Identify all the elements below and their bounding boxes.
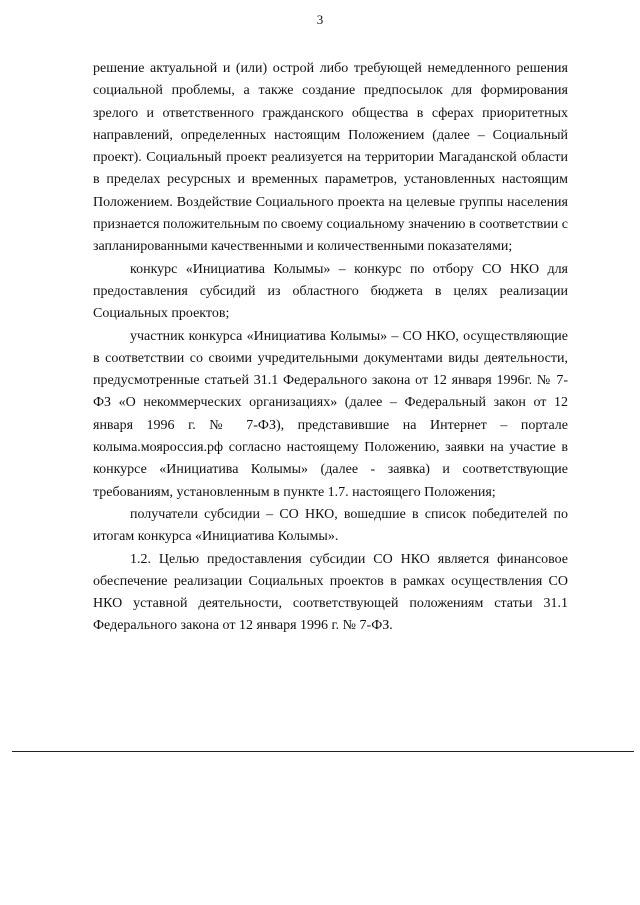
- paragraph-participant-definition: участник конкурса «Инициатива Колымы» – СО НКО, осуществляющие в соответствии со своими учредительными документами виды деятельности, предусмотренные статьей 31.1 Федерального закона от 12 января 1996г. № 7-ФЗ «О некоммерческих организациях» (далее – Федеральный закон от 12 января 1996 г. № 7-ФЗ), представившие на Интернет – портале колыма.мояроссия.рф согласно настоящему Положению, заявки на участие в конкурсе «Инициатива Колымы» (далее - заявка) и соответствующие требованиям, установленным в пункте 1.7. настоящего Положения;: [93, 328, 568, 500]
- paragraph-subsidy-purpose: 1.2. Целью предоставления субсидии СО НКО является финансовое обеспечение реализации Социальных проектов в рамках осуществления СО НКО уставной деятельности, соответствующей положениям статьи 31.1 Федерального закона от 12 января 1996 г. № 7-ФЗ.: [93, 551, 568, 634]
- paragraph-social-project-definition: решение актуальной и (или) острой либо требующей немедленного решения социальной проблемы, а также создание предпосылок для формирования зрелого и ответственного гражданского общества в сферах приоритетных направлений, определенных настоящим Положением (далее – Социальный проект). Социальный проект реализуется на территории Магаданской области в пределах ресурсных и временных параметров, установленных настоящим Положением. Воздействие Социального проекта на целевые группы населения признается положительным по своему социальному значению в соответствии с запланированными качественными и количественными показателями;: [93, 61, 568, 255]
- paragraph-recipients-definition: получатели субсидии – СО НКО, вошедшие в список победителей по итогам конкурса «Инициатива Колымы».: [93, 506, 568, 545]
- page-number: 3: [316, 12, 324, 27]
- bottom-divider: [12, 751, 634, 752]
- document-body: [93, 58, 568, 638]
- paragraph-contest-definition: конкурс «Инициатива Колымы» – конкурс по отбору СО НКО для предоставления субсидий из областного бюджета в целях реализации Социальных проектов;: [93, 261, 568, 322]
